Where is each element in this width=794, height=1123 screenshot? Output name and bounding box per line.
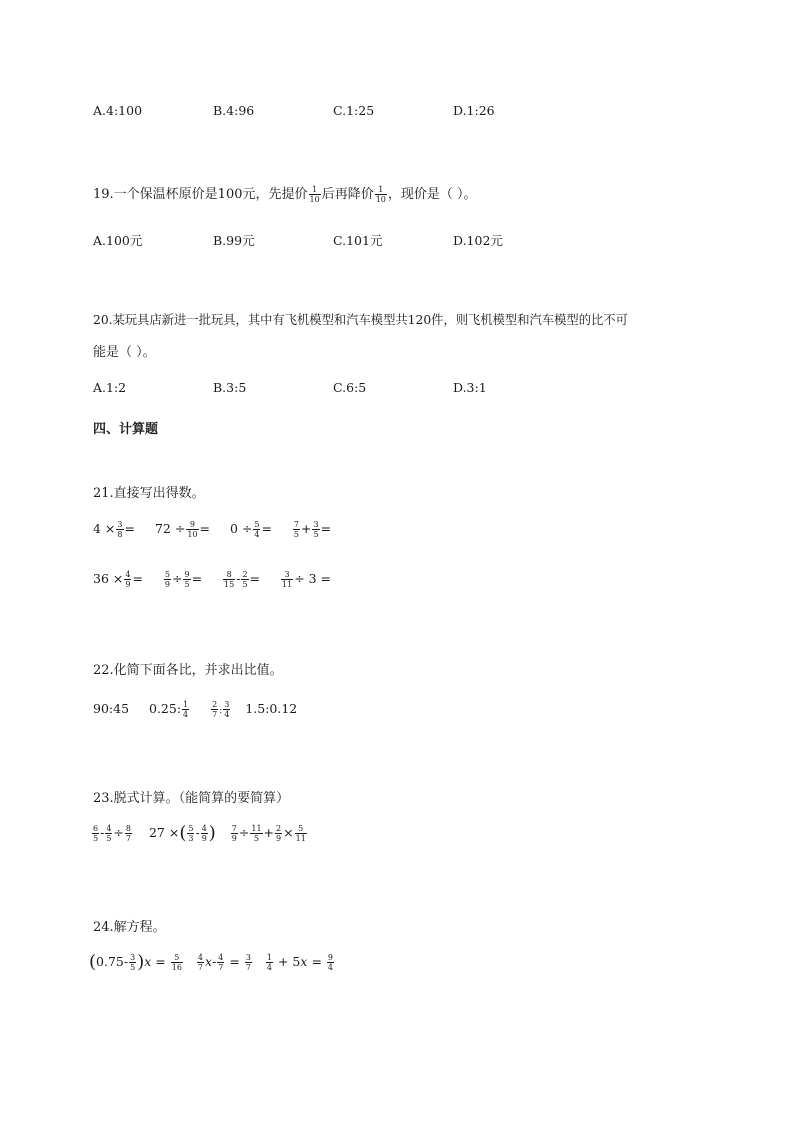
numerator: 2 bbox=[242, 570, 248, 579]
fraction bbox=[281, 570, 293, 589]
fraction bbox=[231, 824, 238, 843]
numerator: 9 bbox=[186, 520, 198, 530]
numerator: 1 bbox=[183, 700, 189, 709]
q19-text-c: ，现价是（ ）。 bbox=[387, 187, 477, 202]
q24-eq-3 bbox=[265, 953, 335, 972]
operator: - bbox=[236, 571, 241, 586]
fraction bbox=[182, 700, 189, 719]
denominator: 8 bbox=[117, 530, 123, 539]
fraction bbox=[129, 953, 136, 972]
operator: + bbox=[263, 825, 275, 840]
denominator: 9 bbox=[164, 580, 170, 589]
numerator: 7 bbox=[231, 824, 237, 833]
fraction bbox=[186, 520, 198, 539]
equals: = bbox=[249, 571, 261, 586]
denominator: 5 bbox=[106, 834, 112, 843]
denominator: 10 bbox=[187, 530, 198, 539]
numerator: 1 bbox=[266, 953, 272, 962]
fraction bbox=[250, 824, 262, 843]
q20-option-c: C.6:5 bbox=[333, 380, 367, 395]
denominator: 4 bbox=[224, 710, 230, 719]
variable: x bbox=[144, 954, 152, 969]
numerator: 6 bbox=[93, 824, 99, 833]
right-paren: ) bbox=[208, 822, 216, 844]
q21-title: 21.直接写出得数。 bbox=[93, 486, 205, 501]
numerator: 5 bbox=[164, 570, 170, 579]
fraction bbox=[295, 824, 307, 843]
denominator: 9 bbox=[201, 834, 207, 843]
fraction bbox=[211, 700, 218, 719]
numerator: 3 bbox=[130, 953, 136, 962]
operator: - bbox=[100, 825, 105, 840]
operator: - bbox=[195, 825, 200, 840]
fraction bbox=[253, 520, 260, 539]
equals: = bbox=[124, 521, 135, 536]
denominator: 16 bbox=[171, 963, 182, 972]
q22-item-4: 1.5:0.12 bbox=[245, 701, 298, 716]
operator: ÷ bbox=[172, 571, 183, 586]
numerator: 5 bbox=[295, 824, 307, 834]
equals: = bbox=[199, 521, 210, 536]
q24-title: 24.解方程。 bbox=[93, 920, 166, 935]
q22-item-1: 90:45 bbox=[93, 701, 130, 716]
q19-fraction-2 bbox=[375, 185, 387, 204]
equals: = bbox=[191, 571, 203, 586]
denominator: 7 bbox=[212, 710, 218, 719]
numerator: 4 bbox=[218, 953, 224, 962]
q21-r1-item-4 bbox=[292, 520, 332, 539]
variable: x bbox=[205, 954, 213, 969]
denominator: 7 bbox=[245, 963, 251, 972]
equals: ÷ 3 = bbox=[294, 571, 332, 586]
q20-line-2: 能是（ ）。 bbox=[93, 345, 156, 360]
denominator: 5 bbox=[93, 834, 99, 843]
q21-row-2 bbox=[93, 570, 331, 589]
q22-item-2 bbox=[149, 700, 190, 719]
denominator: 4 bbox=[266, 963, 272, 972]
fraction bbox=[312, 520, 319, 539]
fraction bbox=[183, 570, 190, 589]
numerator: 2 bbox=[276, 824, 282, 833]
fraction bbox=[245, 953, 252, 972]
fraction bbox=[187, 824, 194, 843]
numerator: 1 bbox=[309, 185, 321, 195]
denominator: 11 bbox=[282, 580, 293, 589]
q19-option-c: C.101元 bbox=[333, 233, 383, 248]
fraction bbox=[125, 824, 132, 843]
equals: = bbox=[311, 954, 322, 969]
q21-r2-item-1 bbox=[93, 570, 143, 589]
fraction bbox=[201, 824, 208, 843]
q21-r1-item-3 bbox=[229, 520, 272, 539]
q20-option-a: A.1:2 bbox=[93, 380, 127, 395]
q19-text-a: 19.一个保温杯原价是100元，先提价 bbox=[93, 187, 308, 202]
operator: + bbox=[301, 521, 312, 536]
q20-option-d: D.3:1 bbox=[453, 380, 487, 395]
q21-r2-item-4 bbox=[280, 570, 332, 589]
operator: ÷ bbox=[113, 825, 124, 840]
denominator: 5 bbox=[253, 834, 259, 843]
denominator: 4 bbox=[327, 963, 333, 972]
numerator: 2 bbox=[212, 700, 218, 709]
denominator: 7 bbox=[218, 963, 224, 972]
operator: ÷ bbox=[238, 825, 250, 840]
q21-row-1 bbox=[93, 520, 331, 539]
left-paren: ( bbox=[179, 822, 187, 844]
q22-title: 22.化简下面各比，并求出比值。 bbox=[93, 663, 283, 678]
q19-text-b: 后再降价 bbox=[321, 187, 374, 202]
q23-expr-1 bbox=[91, 824, 133, 843]
q23-expr-3 bbox=[230, 824, 308, 843]
q24-equations bbox=[89, 953, 335, 972]
fraction bbox=[293, 520, 300, 539]
denominator: 5 bbox=[293, 530, 299, 539]
q21-r1-item-2 bbox=[154, 520, 210, 539]
numerator: 5 bbox=[188, 824, 194, 833]
denominator: 10 bbox=[309, 195, 320, 204]
numerator: 8 bbox=[223, 570, 235, 580]
numerator: 3 bbox=[313, 520, 319, 529]
q21-r2-item-3 bbox=[222, 570, 261, 589]
operand: 0.75 bbox=[96, 954, 124, 969]
denominator: 9 bbox=[231, 834, 237, 843]
q19-option-b: B.99元 bbox=[213, 233, 255, 248]
variable: x bbox=[300, 954, 308, 969]
section-title: 四、计算题 bbox=[93, 422, 159, 437]
fraction bbox=[223, 700, 230, 719]
fraction bbox=[171, 953, 183, 972]
q20-line-1: 20.某玩具店新进一批玩具，其中有飞机模型和汽车模型共120件，则飞机模型和汽车模型的比不可 bbox=[93, 313, 628, 327]
operand: 0 ÷ bbox=[229, 521, 253, 536]
equals: = bbox=[229, 954, 240, 969]
numerator: 5 bbox=[254, 520, 260, 529]
numerator: 11 bbox=[251, 824, 262, 833]
numerator: 3 bbox=[224, 700, 230, 709]
q18-option-c: C.1:25 bbox=[333, 103, 375, 118]
left-paren: ( bbox=[89, 951, 97, 973]
q18-option-b: B.4:96 bbox=[213, 103, 255, 118]
denominator: 7 bbox=[125, 834, 131, 843]
equals: = bbox=[261, 521, 272, 536]
fraction bbox=[241, 570, 248, 589]
numerator: 9 bbox=[327, 953, 333, 962]
numerator: 8 bbox=[125, 824, 131, 833]
fraction bbox=[217, 953, 224, 972]
question-19 bbox=[93, 183, 477, 204]
fraction bbox=[116, 520, 123, 539]
fraction bbox=[327, 953, 334, 972]
q23-expressions bbox=[91, 824, 308, 843]
q22-items bbox=[93, 700, 297, 719]
denominator: 11 bbox=[295, 834, 306, 843]
denominator: 5 bbox=[242, 580, 248, 589]
ratio-colon: : bbox=[219, 706, 223, 716]
q19-option-a: A.100元 bbox=[93, 233, 143, 248]
numerator: 3 bbox=[281, 570, 293, 580]
denominator: 9 bbox=[125, 580, 131, 589]
q19-option-d: D.102元 bbox=[453, 233, 503, 248]
denominator: 15 bbox=[224, 580, 235, 589]
denominator: 5 bbox=[130, 963, 136, 972]
right-paren: ) bbox=[137, 951, 145, 973]
operand: 72 ÷ bbox=[154, 521, 186, 536]
numerator: 5 bbox=[171, 953, 183, 963]
operator: - bbox=[212, 954, 217, 969]
q24-eq-1 bbox=[89, 951, 184, 973]
numerator: 3 bbox=[245, 953, 251, 962]
numerator: 7 bbox=[293, 520, 299, 529]
numerator: 3 bbox=[117, 520, 123, 529]
fraction bbox=[105, 824, 112, 843]
denominator: 7 bbox=[197, 963, 203, 972]
numerator: 1 bbox=[375, 185, 387, 195]
numerator: 4 bbox=[201, 824, 207, 833]
q23-title: 23.脱式计算。（能简算的要简算） bbox=[93, 791, 290, 806]
equals: = bbox=[155, 954, 166, 969]
q18-option-a: A.4:100 bbox=[93, 103, 143, 118]
fraction bbox=[92, 824, 99, 843]
q21-r2-item-2 bbox=[163, 570, 203, 589]
fraction bbox=[223, 570, 235, 589]
numerator: 4 bbox=[106, 824, 112, 833]
denominator: 4 bbox=[183, 710, 189, 719]
q20-option-b: B.3:5 bbox=[213, 380, 247, 395]
numerator: 9 bbox=[184, 570, 190, 579]
denominator: 3 bbox=[188, 834, 194, 843]
q22-item-3 bbox=[210, 700, 231, 719]
operand: 36 × bbox=[93, 571, 124, 586]
q23-expr-2 bbox=[148, 822, 216, 844]
q24-eq-2 bbox=[196, 953, 253, 972]
operand: 4 × bbox=[93, 521, 116, 536]
denominator: 9 bbox=[276, 834, 282, 843]
fraction bbox=[197, 953, 204, 972]
q18-option-d: D.1:26 bbox=[453, 103, 495, 118]
denominator: 4 bbox=[254, 530, 260, 539]
operator: - bbox=[123, 954, 129, 969]
fraction bbox=[266, 953, 273, 972]
equals: = bbox=[132, 571, 143, 586]
operator: + 5 bbox=[277, 954, 301, 969]
operand: 27 × bbox=[148, 825, 180, 840]
operator: × bbox=[283, 825, 294, 840]
q21-r1-item-1 bbox=[93, 520, 135, 539]
fraction bbox=[164, 570, 171, 589]
numerator: 4 bbox=[125, 570, 131, 579]
numerator: 4 bbox=[197, 953, 203, 962]
denominator: 5 bbox=[184, 580, 190, 589]
fraction bbox=[124, 570, 131, 589]
q19-fraction-1 bbox=[309, 185, 321, 204]
ratio-left: 0.25: bbox=[149, 701, 182, 716]
fraction bbox=[275, 824, 282, 843]
equals: = bbox=[320, 521, 332, 536]
denominator: 5 bbox=[313, 530, 319, 539]
denominator: 10 bbox=[375, 195, 386, 204]
